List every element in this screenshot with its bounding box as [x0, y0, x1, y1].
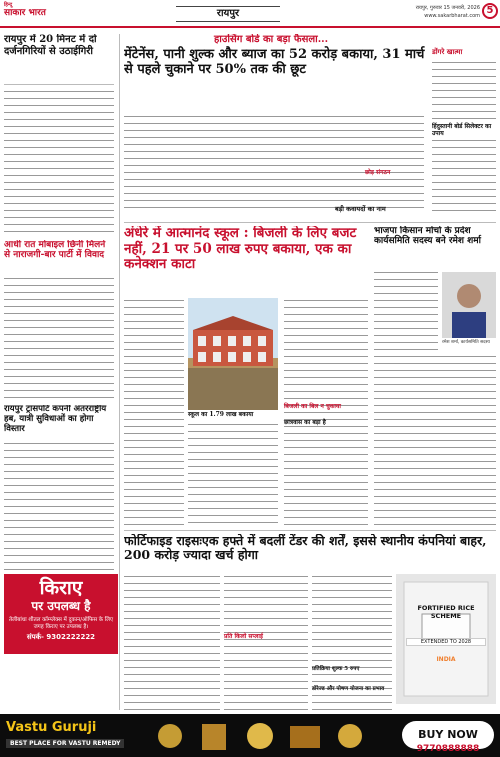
left-story-3-headline: रायपुर ट्रांसपोर्ट कंपनी अंतरराष्ट्रीय हब, यात्री सुविधाओं का होगा विस्तार	[4, 405, 107, 434]
right-story-headline: डोंगरे खात्मा	[432, 47, 463, 56]
date-text: रायपुर, गुरुवार 15 जनवरी, 2026	[415, 5, 480, 11]
ad-contact: संपर्क- 9302222222	[26, 633, 96, 641]
sign-extended: EXTENDED TO 2028	[406, 638, 486, 646]
product-icons	[150, 718, 390, 754]
right-story-body-2	[432, 138, 496, 214]
bjp-photo	[442, 272, 496, 338]
masthead	[0, 0, 500, 28]
left-story-3-body	[4, 441, 114, 570]
divider	[4, 84, 114, 85]
left-story-1-body	[4, 89, 114, 234]
left-story-2-body	[4, 276, 114, 400]
left-story-3	[4, 405, 114, 570]
left-story-1	[4, 34, 114, 234]
school-subhead-2: छात्रवास का बड़ा है	[284, 419, 326, 426]
fortified-headline: फोर्टिफाइड राइसःएक हफ्ते में बदलीं टेंडर की शर्तें, इससे स्थानीय कंपनियां बाहर, 200 करोड़ ज्यादा खर्च होगा	[124, 534, 487, 563]
school-photo	[188, 298, 278, 410]
column-divider	[119, 34, 120, 710]
fortified-subhead-2: प्रतिक्रिया शुल्क 5 रुपए	[312, 666, 360, 672]
bjp-caption: रमेश शर्मा, कार्यसमिति सदस्य	[442, 340, 490, 345]
dateline	[380, 4, 480, 20]
right-story	[432, 34, 496, 214]
main-kicker: हाउसिंग बोर्ड का बड़ा फैसला...	[214, 34, 329, 45]
ad-product-images	[150, 718, 390, 754]
ad-tagline: BEST PLACE FOR VASTU REMEDY	[6, 739, 124, 748]
ad-text: तेलीबांधा शीतल कॉम्प्लेक्स में दुकान/ऑफिस के लिए जगह किराए पर उपलब्ध है।	[9, 617, 113, 630]
section-title: रायपुर	[176, 6, 280, 22]
right-story-body	[432, 60, 496, 120]
left-story-1-headline: रायपुर में 20 मिनट में दो दर्जनगिरियों से उठाईगिरी	[4, 34, 97, 57]
bjp-story	[374, 226, 496, 526]
buy-now-label: BUY NOW	[418, 728, 478, 741]
left-story-2	[4, 240, 114, 400]
classified-ad[interactable]	[4, 574, 118, 654]
logo-small-text: हिन्दू	[4, 2, 13, 8]
sign-title: FORTIFIED RICE SCHEME	[417, 604, 475, 620]
right-sub-title-2: बड़ी कवायदों का नाम	[335, 205, 386, 213]
fortified-body-2	[224, 574, 308, 710]
right-sub-title-1: छोड़ संगठन	[365, 169, 391, 176]
ad-brand: Vastu Guruji	[6, 720, 97, 735]
left-story-2-headline: आधी रात मोबाइल छिनी मिलने से नाराजगी-बार पार्टी में विवाद	[4, 240, 106, 261]
right-story-subhead: हिंदुस्तानी बोर्ड सिलेक्टर का उपाय	[432, 123, 492, 137]
fortified-story	[124, 534, 496, 710]
bjp-body-1	[374, 270, 438, 350]
ad-title: किराए	[39, 577, 83, 599]
website-text: www.sakarbharat.com	[424, 13, 480, 19]
school-story	[124, 226, 368, 526]
fortified-body-1	[124, 574, 220, 710]
right-sub	[295, 160, 425, 216]
school-body-3	[188, 422, 278, 526]
newspaper-logo	[4, 2, 52, 24]
school-body-2	[284, 298, 368, 526]
bjp-headline: भाजपा किसान मोर्चा के प्रदेश कार्यसमिति सदस्य बने रमेश शर्मा	[374, 226, 481, 247]
page-number: 5	[482, 3, 498, 19]
divider	[124, 222, 496, 223]
school-body-1	[124, 298, 184, 526]
portrait-image	[442, 272, 496, 338]
school-caption: स्कूल का 1.79 लाख बकाया	[188, 411, 254, 418]
fortified-subhead-1: प्रति किलो सप्लाई	[224, 633, 263, 640]
school-subhead-1: बिजली का बिल न चुकाया	[284, 403, 341, 410]
main-headline: मेंटेनेंस, पानी शुल्क और ब्याज का 52 करोड़ बकाया, 31 मार्च से पहले चुकाने पर 50% तक की छूट	[124, 47, 425, 77]
school-building-image	[188, 298, 278, 410]
school-headline: अंधेरे में आत्मानंद स्कूल : बिजली के लिए बजट नहीं, 21 पर 50 लाख रुपए बकाया, एक का कनेक्शन काटा	[124, 226, 357, 273]
ad-subtitle: पर उपलब्ध है	[31, 599, 91, 613]
bjp-body-2	[374, 354, 496, 526]
fortified-subhead-3: डोरेज्ड और पोषण योजना का प्रभाव	[312, 686, 385, 692]
ad-phone[interactable]: 9770888888	[416, 744, 480, 754]
divider	[124, 530, 496, 531]
fortified-sign-photo	[396, 574, 496, 704]
sign-country: INDIA	[436, 656, 456, 663]
logo-big-text: साकार भारत	[4, 8, 46, 18]
